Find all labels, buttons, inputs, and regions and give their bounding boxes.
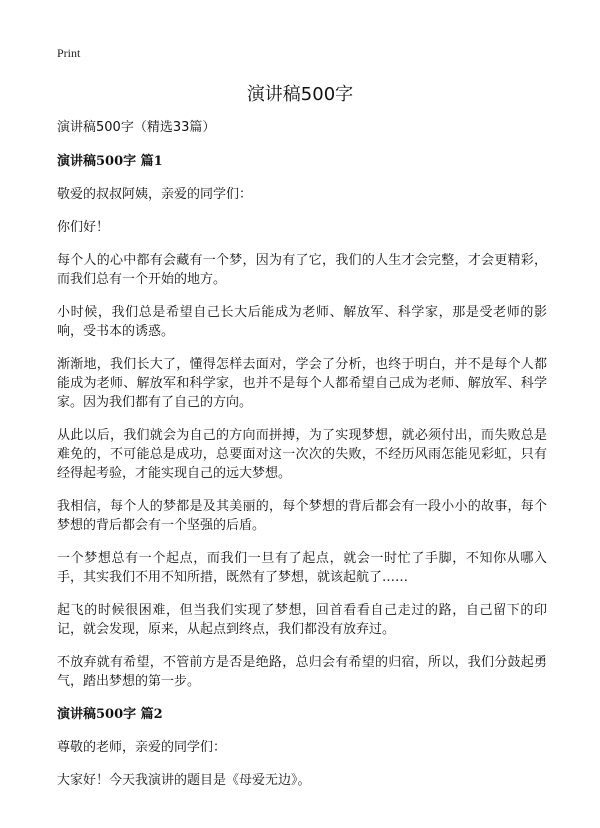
- paragraph: 每个人的心中都有会藏有一个梦，因为有了它，我们的人生才会完整，才会更精彩，而我们总有一个开始的地方。: [57, 253, 547, 287]
- section-heading-1: 演讲稿500字 篇1: [57, 154, 163, 169]
- paragraph: 你们好！: [57, 220, 110, 235]
- paragraph: 小时候，我们总是希望自己长大后能成为老师、解放军、科学家，那是受老师的影响，受书本的诱惑。: [57, 305, 547, 339]
- document-subtitle: 演讲稿500字（精选33篇）: [57, 120, 216, 135]
- paragraph: 我相信，每个人的梦都是及其美丽的，每个梦想的背后都会有一段小小的故事，每个梦想的背后都会有一个坚强的后盾。: [57, 499, 547, 533]
- paragraph: 起飞的时候很困难，但当我们实现了梦想，回首看看自己走过的路，自己留下的印记，就会发现，原来，从起点到终点，我们都没有放弃过。: [57, 603, 547, 637]
- section-heading-2: 演讲稿500字 篇2: [57, 707, 163, 722]
- paragraph: 不放弃就有希望，不管前方是否是绝路，总归会有希望的归宿，所以，我们分鼓起勇气，踏出梦想的第一步。: [57, 655, 547, 689]
- paragraph: 一个梦想总有一个起点，而我们一旦有了起点，就会一时忙了手脚，不知你从哪入手，其实我们不用不知所措，既然有了梦想，就该起航了……: [57, 551, 547, 585]
- paragraph: 敬爱的叔叔阿姨，亲爱的同学们：: [57, 187, 253, 202]
- paragraph: 渐渐地，我们长大了，懂得怎样去面对，学会了分析，也终于明白，并不是每个人都能成为老师、解放军和科学家，也并不是每个人都希望自己成为老师、解放军、科学家。因为我们都有了自己的方向。: [57, 357, 547, 410]
- paragraph: 从此以后，我们就会为自己的方向而拼搏，为了实现梦想，就必须付出，而失败总是难免的，不可能总是成功，总要面对这一次次的失败，不经历风雨怎能见彩虹，只有经得起考验，才能实现自己的远大梦想。: [57, 428, 547, 481]
- document-body: [57, 118, 547, 804]
- page-title: 演讲稿500字: [246, 84, 354, 105]
- print-link[interactable]: Print: [57, 46, 81, 60]
- paragraph: 尊敬的老师，亲爱的同学们：: [57, 740, 227, 755]
- paragraph: 大家好！今天我演讲的题目是《母爱无边》。: [57, 773, 311, 788]
